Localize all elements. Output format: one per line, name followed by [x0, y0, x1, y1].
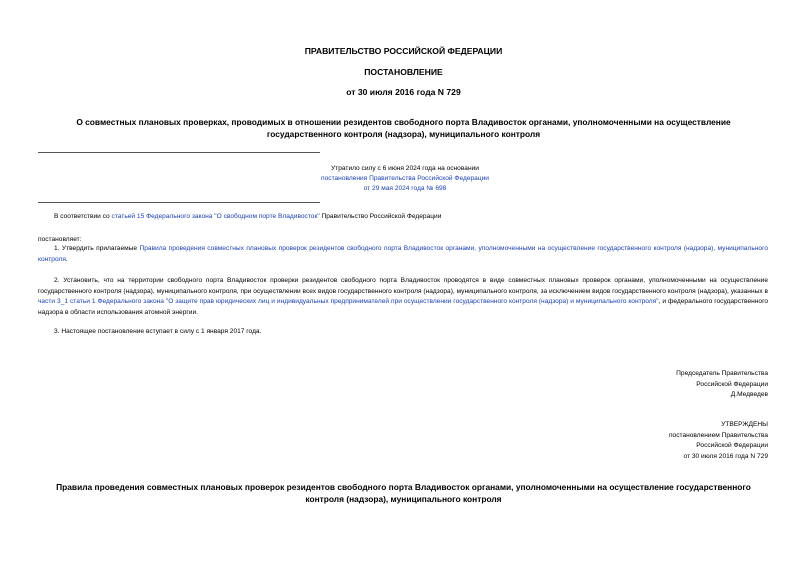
rules-link[interactable]: Правила проведения совместных плановых проверок резидентов свободного порта Владивосток органами, уполномоченными на осуществление государственного контроля (надзора), муниципального контроля	[38, 245, 768, 263]
preamble-text: В соответствии со	[54, 213, 112, 220]
approval-line2: постановлением Правительства	[668, 431, 768, 439]
government-heading: ПРАВИТЕЛЬСТВО РОССИЙСКОЙ ФЕДЕРАЦИИ	[304, 46, 503, 56]
divider-top	[38, 152, 320, 153]
signature-position: Председатель Правительства	[676, 370, 768, 377]
divider-bottom	[38, 202, 320, 203]
preamble-text-end: Правительство Российской Федерации	[319, 213, 442, 220]
item-2-text-end: , и федерального государственного надзора в области использования атомной энергии.	[38, 298, 768, 316]
document-date-number: от 30 июля 2016 года N 729	[346, 87, 461, 97]
article15-law-link[interactable]: статьей 15 Федерального закона "О свободном порте Владивосток"	[111, 213, 320, 220]
approval-line4: от 30 июля 2016 года N 729	[683, 452, 768, 460]
signature-org: Российской Федерации	[696, 380, 768, 388]
repeal-decree-link-line1: постановления Правительства Российской Федерации	[321, 175, 489, 182]
repeal-decree-link[interactable]	[300, 174, 510, 194]
decides-text: постановляет:	[38, 236, 82, 243]
signature-name: Д.Медведев	[730, 391, 768, 399]
status-note-text: Утратило силу с 6 июня 2024 года на основании	[331, 165, 479, 172]
document-title: О совместных плановых проверках, проводимых в отношении резидентов свободного порта Владивосток органами, уполномоченными на осуществление государственного контроля (надзора), муниципального контроля	[76, 117, 731, 139]
approval-line3: Российской Федерации	[696, 442, 768, 450]
item-1-text: 1. Утвердить прилагаемые	[54, 245, 140, 252]
item-1-paragraph	[38, 244, 768, 265]
preamble-paragraph	[38, 212, 768, 223]
rules-title: Правила проведения совместных плановых проверок резидентов свободного порта Владивосток органами, уполномоченными на осуществление государственного контроля (надзора), муниципального контроля	[56, 482, 751, 504]
document-type-heading: ПОСТАНОВЛЕНИЕ	[364, 67, 443, 77]
item-2-text: 2. Установить, что на территории свободного порта Владивосток проверки резидентов свободного порта Владивосток проводятся в виде совместных плановых проверок органами, уполномоченными на осуществление государственного контроля (надзора), муниципального контроля, при осуществлении всех видов государственного контроля (надзора), муниципального контроля, за исключением видов государственного контроля (надзора), указанных в	[38, 277, 768, 295]
status-note	[300, 164, 510, 194]
item-2-paragraph	[38, 276, 768, 318]
repeal-decree-link-line2: от 29 мая 2024 года № 698	[363, 185, 447, 192]
approval-block	[568, 420, 768, 462]
protection-law-link[interactable]: части 3_1 статьи 1 Федерального закона "О защите прав юридических лиц и индивидуальных предпринимателей при осуществлении государственного контроля (надзора) и муниципального контроля"	[38, 298, 659, 306]
approval-heading: УТВЕРЖДЕНЫ	[721, 421, 768, 428]
signature-block	[568, 369, 768, 401]
item-3-paragraph: 3. Настоящее постановление вступает в силу с 1 января 2017 года.	[54, 328, 262, 335]
item-1-text-end: .	[65, 255, 68, 263]
